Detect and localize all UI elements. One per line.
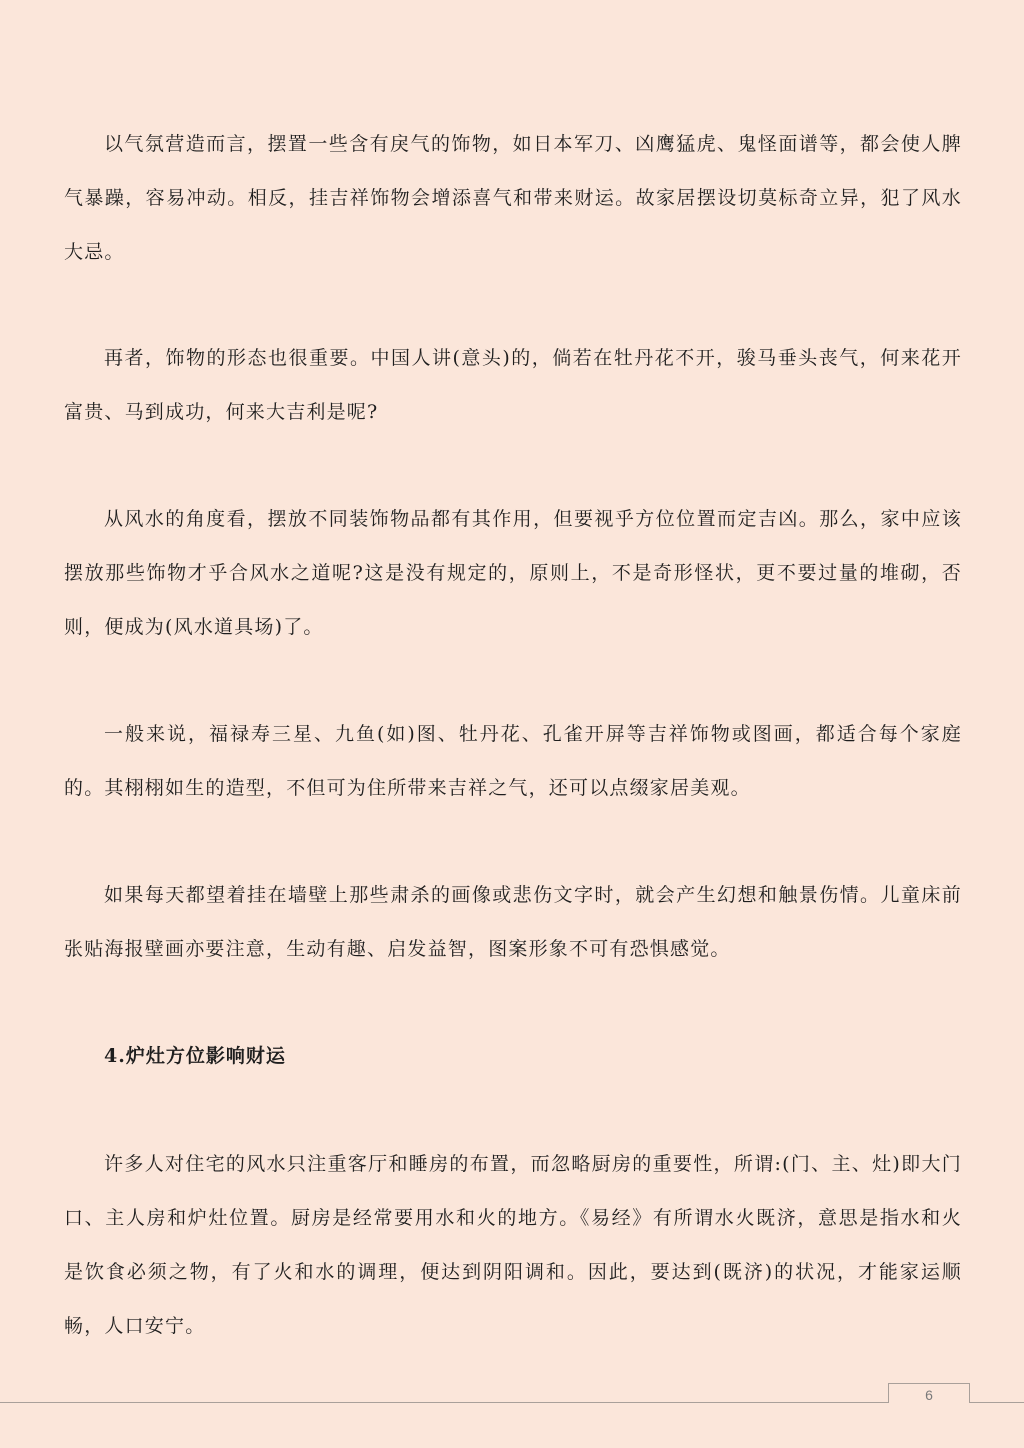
page-number: 6 xyxy=(888,1383,970,1403)
body-paragraph: 一般来说，福禄寿三星、九鱼(如)图、牡丹花、孔雀开屏等吉祥饰物或图画，都适合每个家庭的。其栩栩如生的造型，不但可为住所带来吉祥之气，还可以点缀家居美观。 xyxy=(64,723,962,799)
footer-divider xyxy=(0,1402,889,1403)
footer-divider xyxy=(969,1402,1024,1403)
body-paragraph: 许多人对住宅的风水只注重客厅和睡房的布置，而忽略厨房的重要性，所谓:(门、主、灶)即大门口、主人房和炉灶位置。厨房是经常要用水和火的地方。《易经》有所谓水火既济，意思是指水和火是饮食必须之物，有了火和水的调理，便达到阴阳调和。因此，要达到(既济)的状况，才能家运顺畅，人口安宁。 xyxy=(64,1153,962,1337)
body-paragraph: 从风水的角度看，摆放不同装饰物品都有其作用，但要视乎方位位置而定吉凶。那么，家中应该摆放那些饰物才乎合风水之道呢?这是没有规定的，原则上，不是奇形怪状，更不要过量的堆砌，否则，便成为(风水道具场)了。 xyxy=(64,508,962,638)
body-paragraph: 再者，饰物的形态也很重要。中国人讲(意头)的，倘若在牡丹花不开，骏马垂头丧气，何来花开富贵、马到成功，何来大吉利是呢? xyxy=(64,347,962,423)
section-heading: 4.炉灶方位影响财运 xyxy=(104,1045,286,1067)
body-paragraph: 以气氛营造而言，摆置一些含有戾气的饰物，如日本军刀、凶鹰猛虎、鬼怪面谱等，都会使人脾气暴躁，容易冲动。相反，挂吉祥饰物会增添喜气和带来财运。故家居摆设切莫标奇立异，犯了风水大忌。 xyxy=(64,133,962,263)
body-paragraph: 如果每天都望着挂在墙壁上那些肃杀的画像或悲伤文字时，就会产生幻想和触景伤情。儿童床前张贴海报壁画亦要注意，生动有趣、启发益智，图案形象不可有恐惧感觉。 xyxy=(64,884,962,960)
